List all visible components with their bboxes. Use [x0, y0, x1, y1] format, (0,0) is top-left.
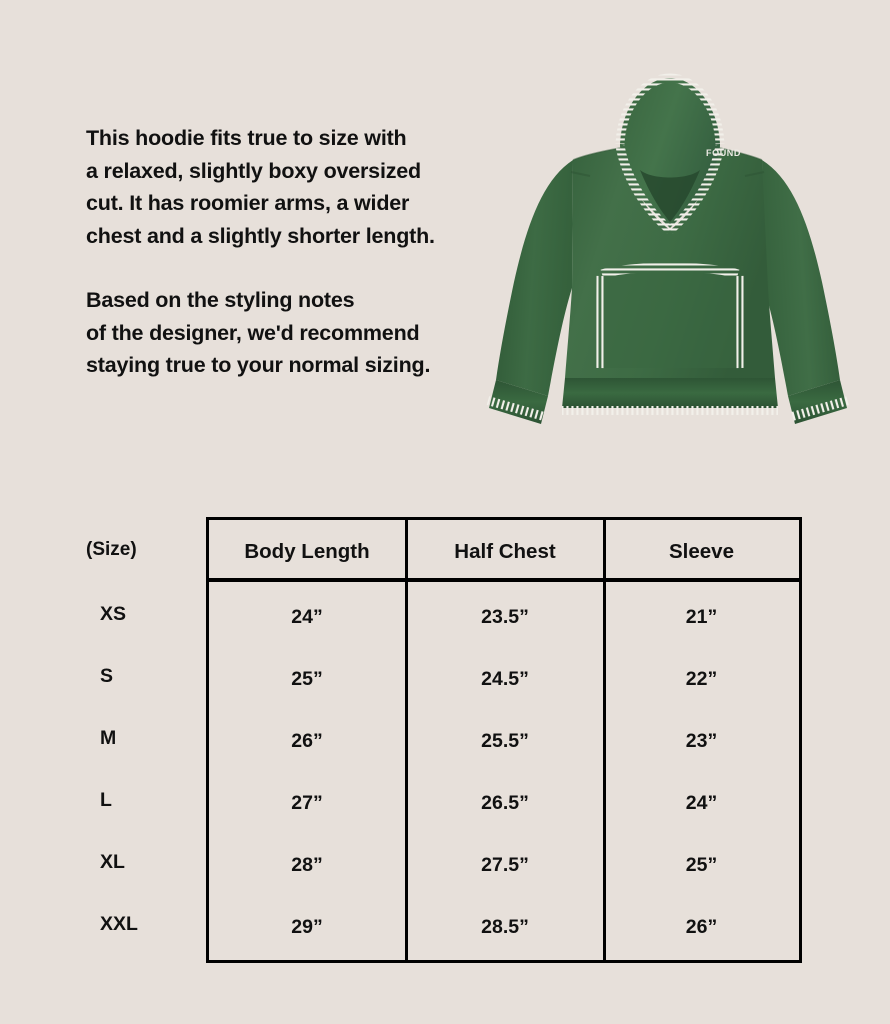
cell-l-body-length: 27”	[291, 792, 323, 814]
hoodie-pocket	[600, 268, 740, 368]
measurements-grid	[206, 517, 802, 963]
hoodie-right-sleeve	[762, 160, 840, 396]
column-header-half-chest: Half Chest	[454, 540, 556, 563]
fit-description-paragraph-2	[86, 284, 476, 382]
hoodie-pocket-stitch-right	[739, 276, 741, 368]
size-label-l: L	[100, 789, 112, 811]
cell-xxl-body-length: 29”	[291, 916, 323, 938]
hoodie-hem-stitch	[562, 406, 778, 415]
size-label-m: M	[100, 727, 117, 749]
fit-description-paragraph-1	[86, 122, 476, 252]
fit-description-line: of the designer, we'd recommend	[86, 320, 420, 345]
fit-description-line: staying true to your normal sizing.	[86, 353, 431, 377]
cell-xxl-sleeve: 26”	[685, 916, 718, 938]
cell-s-body-length: 25”	[291, 668, 323, 690]
cell-xl-body-length: 28”	[291, 854, 323, 876]
fit-description-line: This hoodie fits true to size with	[86, 126, 407, 150]
hoodie-chest-logo: FOUND	[706, 148, 741, 158]
cell-xs-half-chest: 23.5”	[481, 606, 529, 628]
cell-xl-sleeve: 25”	[685, 854, 718, 876]
fit-description	[86, 122, 476, 382]
header-divider	[209, 578, 799, 582]
cell-xxl-half-chest: 28.5”	[481, 916, 529, 938]
fit-description-line: chest and a slightly shorter length.	[86, 223, 435, 248]
size-label-xxl: XXL	[100, 913, 138, 935]
cell-xs-body-length: 24”	[291, 606, 323, 628]
cell-m-sleeve: 23”	[685, 730, 718, 752]
cell-xs-sleeve: 21”	[685, 606, 718, 628]
size-chart-table	[0, 505, 890, 975]
hoodie-bottom-hem	[562, 378, 778, 408]
cell-xl-half-chest: 27.5”	[481, 854, 529, 876]
cell-m-body-length: 26”	[291, 730, 323, 752]
fit-description-line: Based on the styling notes	[86, 288, 355, 312]
column-header-sleeve: Sleeve	[669, 540, 734, 563]
cell-l-sleeve: 24”	[685, 792, 718, 814]
size-label-xs: XS	[100, 603, 127, 625]
cell-s-half-chest: 24.5”	[481, 668, 529, 690]
hoodie-left-sleeve	[496, 160, 573, 396]
cell-l-half-chest: 26.5”	[481, 792, 529, 814]
hoodie-product-image	[470, 52, 870, 462]
fit-description-line: a relaxed, slightly boxy oversized	[86, 158, 421, 183]
size-label-xl: XL	[100, 851, 125, 873]
hoodie-pocket-stitch-left	[599, 276, 601, 368]
cell-m-half-chest: 25.5”	[481, 730, 529, 752]
size-label-s: S	[100, 665, 114, 687]
cell-s-sleeve: 22”	[685, 668, 718, 690]
size-column-header: (Size)	[86, 539, 137, 560]
hoodie-illustration	[470, 52, 870, 462]
column-header-body-length: Body Length	[244, 540, 370, 563]
fit-description-line: cut. It has roomier arms, a wider	[86, 191, 410, 215]
